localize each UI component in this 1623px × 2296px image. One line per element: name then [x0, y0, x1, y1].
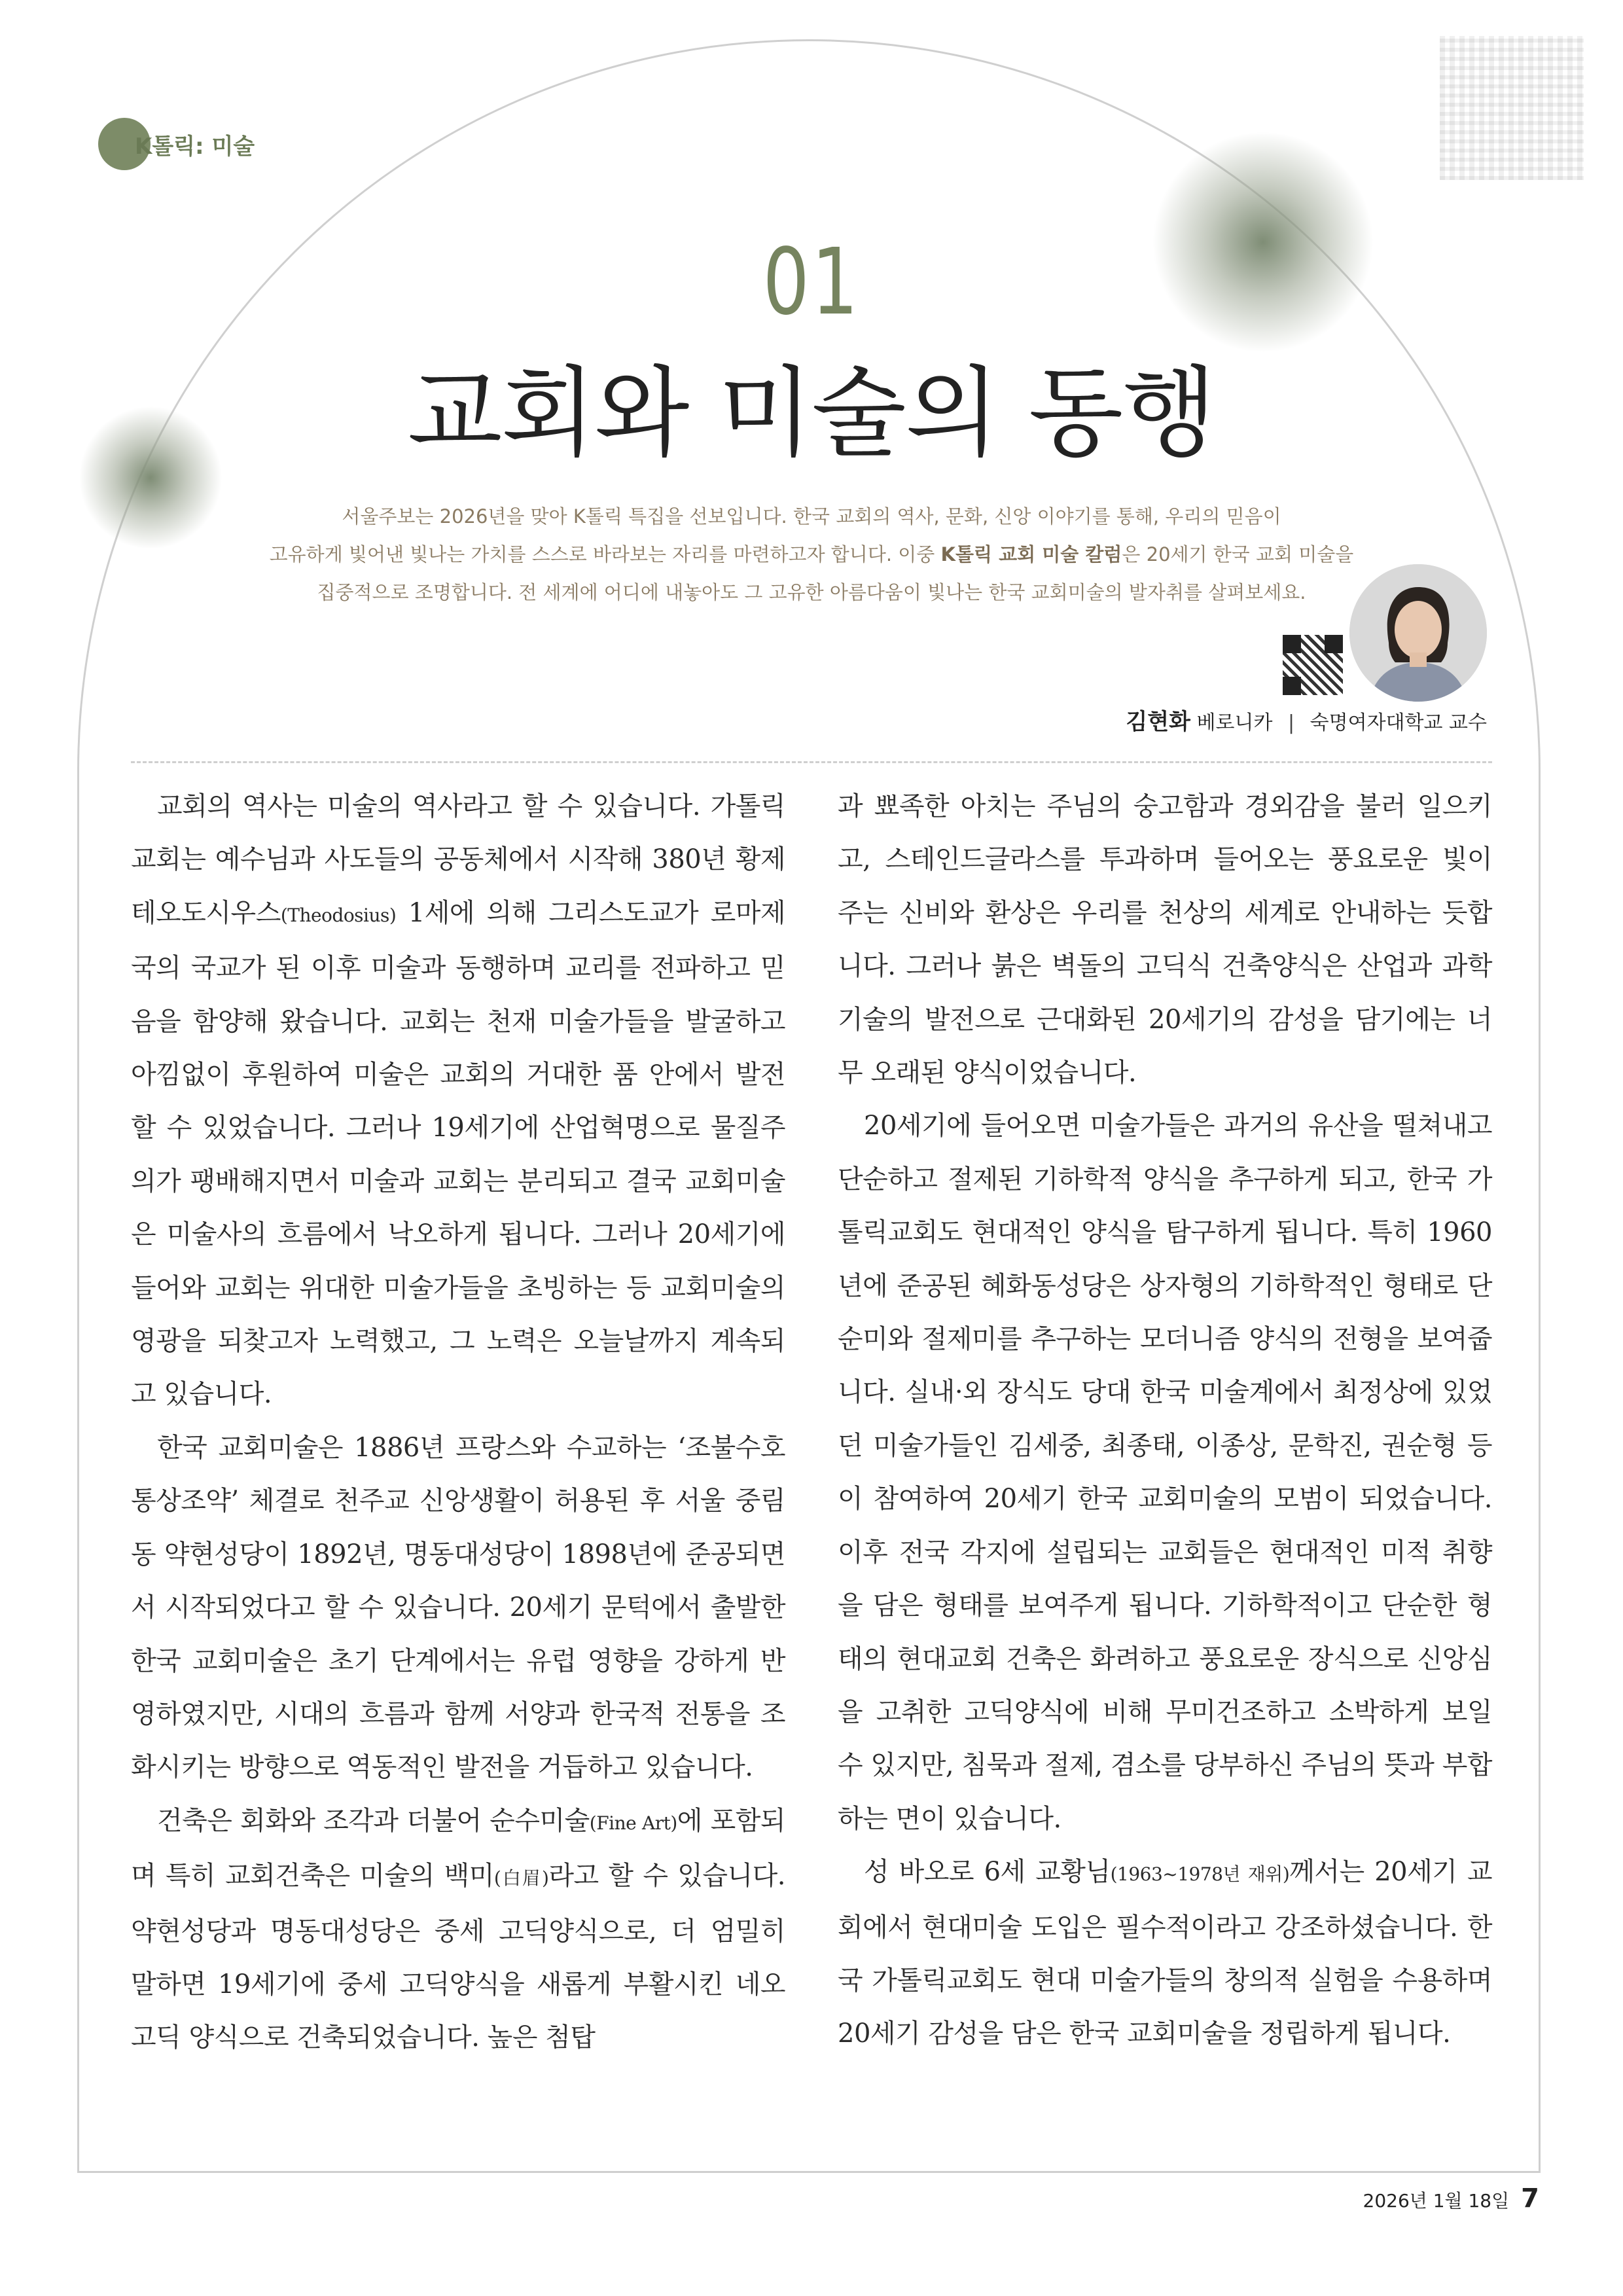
- body-column-left: [131, 780, 785, 2065]
- intro-line-3: 집중적으로 조명합니다. 전 세계에 어디에 내놓아도 그 고유한 아름다움이 빛나는 한국 교회미술의 발자취를 살펴보세요.: [317, 581, 1306, 603]
- text-run-small: (1963~1978년 재위): [1110, 1863, 1290, 1886]
- page-footer: [1363, 2183, 1540, 2214]
- page-number: 7: [1521, 2183, 1539, 2214]
- author-credit: [1126, 704, 1487, 736]
- footer-date: 2026년 1월 18일: [1363, 2190, 1510, 2212]
- issue-number: 01: [762, 229, 861, 336]
- author-name: 김현화: [1126, 709, 1190, 735]
- intro-text: [196, 497, 1427, 611]
- text-run: 교회의 역사는 미술의 역사라고 할 수 있습니다. 가톨릭교회는 예수님과 사도들의 공동체에서 시작해 380년 황제 테오도시우스: [131, 791, 785, 928]
- text-run: 건축은 회화와 조각과 더불어 순수미술: [157, 1805, 590, 1836]
- body-column-right: [838, 780, 1492, 2061]
- intro-line-2-b: 은 20세기 한국 교회 미술을: [1122, 543, 1354, 565]
- text-run: 성 바오로 6세 교황님: [864, 1857, 1111, 1888]
- text-run-small: (Theodosius): [280, 904, 397, 926]
- dashed-divider: [131, 761, 1492, 763]
- text-run-small: (白眉): [493, 1867, 549, 1890]
- text-run-small: (Fine Art): [589, 1812, 677, 1834]
- paragraph: [131, 780, 785, 1422]
- author-affiliation: 숙명여자대학교 교수: [1310, 711, 1487, 734]
- page-title: 교회와 미술의 동행: [407, 357, 1216, 471]
- text-run: 라고 할 수 있습니다. 약현성당과 명동대성당은 중세 고딕양식으로, 더 엄밀히 말하면 19세기에 중세 고딕양식을 새롭게 부활시킨 네오고딕 양식으로 건축되었습니다. 높은 첨탑: [131, 1861, 785, 2053]
- faint-pattern-corner: [1440, 36, 1584, 180]
- paragraph: [131, 1795, 785, 2065]
- intro-line-2-bold: K톨릭 교회 미술 칼럼: [940, 543, 1122, 565]
- intro-line-2-a: 고유하게 빛어낸 빛나는 가치를 스스로 바라보는 자리를 마련하고자 합니다. 이중: [269, 543, 941, 565]
- author-separator: |: [1287, 711, 1295, 734]
- paragraph: 한국 교회미술은 1886년 프랑스와 수교하는 ‘조불수호통상조약’ 체결로 천주교 신앙생활이 허용된 후 서울 중림동 약현성당이 1892년, 명동대성당이 1898년에 준공되면서 시작되었다고 할 수 있습니다. 20세기 문턱에서 출발한 한국 교회미술은 초기 단계에서는 유럽 영향을 강하게 반영하였지만, 시대의 흐름과 함께 서양과 한국적 전통을 조화시키는 방향으로 역동적인 발전을 거듭하고 있습니다.: [131, 1432, 785, 1783]
- author-baptismal-name: 베로니카: [1196, 711, 1273, 734]
- intro-line-2: [196, 535, 1427, 573]
- section-tag: [98, 118, 255, 170]
- paragraph-continued: 과 뾰족한 아치는 주님의 숭고함과 경외감을 불러 일으키고, 스테인드글라스를 투과하며 들어오는 풍요로운 빛이 주는 신비와 환상은 우리를 천상의 세계로 안내하는 듯합니다. 그러나 붉은 벽돌의 고딕식 건축양식은 산업과 과학기술의 발전으로 근대화된 20세기의 감성을 담기에는 너무 오래된 양식이었습니다.: [838, 791, 1492, 1088]
- paragraph: [838, 1846, 1492, 2061]
- text-run: 께서는 20세기 교회에서 현대미술 도입은 필수적이라고 강조하셨습니다. 한국 가톨릭교회도 현대 미술가들의 창의적 실험을 수용하며 20세기 감성을 담은 한국 교회미술을 정립하게 됩니다.: [838, 1857, 1493, 2049]
- section-tag-label: K톨릭: 미술: [135, 133, 255, 160]
- qr-code-icon[interactable]: [1281, 634, 1344, 696]
- text-run: 에 포함되며 특히 교회건축은 미술의 백미: [131, 1805, 785, 1892]
- paragraph: 20세기에 들어오면 미술가들은 과거의 유산을 떨쳐내고 단순하고 절제된 기하학적 양식을 추구하게 되고, 한국 가톨릭교회도 현대적인 양식을 탐구하게 됩니다. 특히 1960년에 준공된 혜화동성당은 상자형의 기하학적인 형태로 단순미와 절제미를 추구하는 모더니즘 양식의 전형을 보여줍니다. 실내·외 장식도 당대 한국 미술계에서 최정상에 있었던 미술가들인 김세중, 최종태, 이종상, 문학진, 권순형 등이 참여하여 20세기 한국 교회미술의 모범이 되었습니다. 이후 전국 각지에 설립되는 교회들은 현대적인 미적 취향을 담은 형태를 보여주게 됩니다. 기하학적이고 단순한 형태의 현대교회 건축은 화려하고 풍요로운 장식으로 신앙심을 고취한 고딕양식에 비해 무미건조하고 소박하게 보일 수 있지만, 침묵과 절제, 겸소를 당부하신 주님의 뜻과 부합하는 면이 있습니다.: [838, 1111, 1492, 1834]
- text-run: 1세에 의해 그리스도교가 로마제국의 국교가 된 이후 미술과 동행하며 교리를 전파하고 믿음을 함양해 왔습니다. 교회는 천재 미술가들을 발굴하고 아낌없이 후원하여 미술은 교회의 거대한 품 안에서 발전할 수 있었습니다. 그러나 19세기에 산업혁명으로 물질주의가 팽배해지면서 미술과 교회는 분리되고 결국 교회미술은 미술사의 흐름에서 낙오하게 됩니다. 그러나 20세기에 들어와 교회는 위대한 미술가들을 초빙하는 등 교회미술의 영광을 되찾고자 노력했고, 그 노력은 오늘날까지 계속되고 있습니다.: [131, 897, 785, 1410]
- author-avatar: [1349, 564, 1487, 702]
- author-portrait-icon: [1349, 564, 1487, 702]
- intro-line-1: 서울주보는 2026년을 맞아 K톨릭 특집을 선보입니다. 한국 교회의 역사, 문화, 신앙 이야기를 통해, 우리의 믿음이: [342, 505, 1281, 528]
